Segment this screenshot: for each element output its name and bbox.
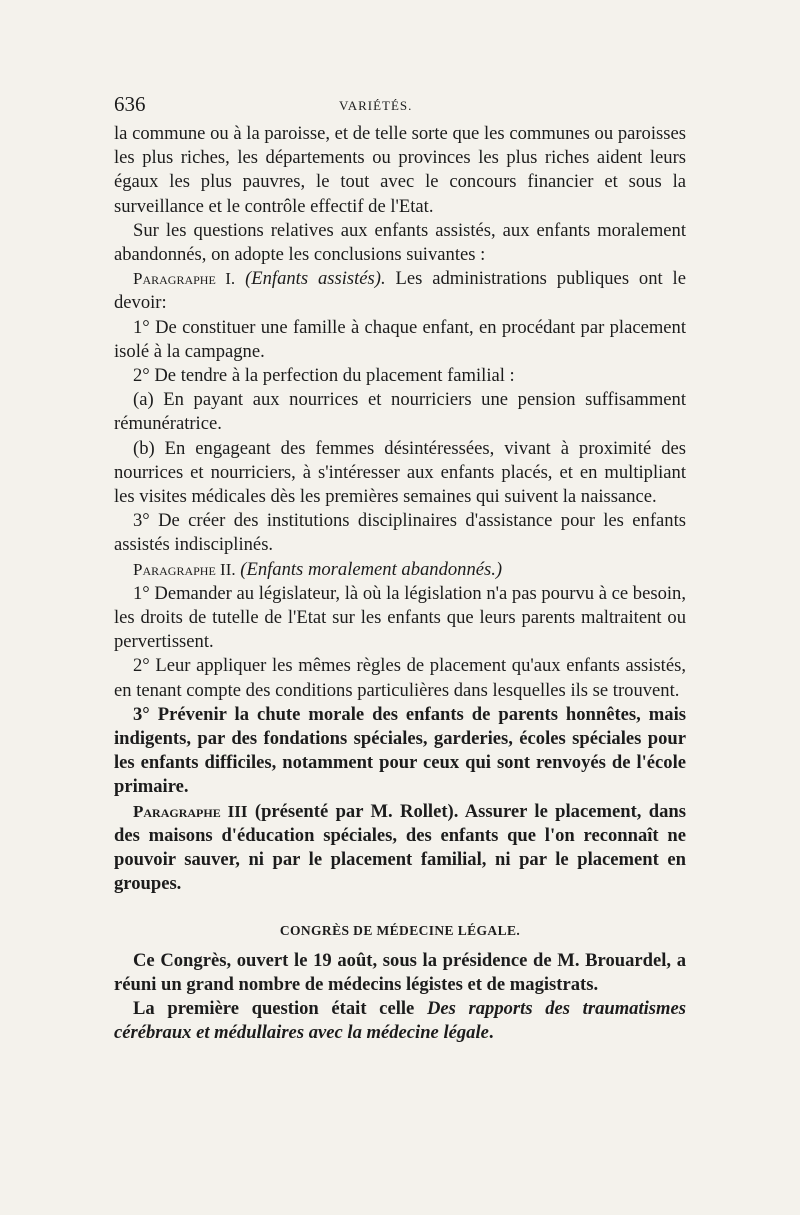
paragraph-label: Paragraphe II.: [133, 559, 236, 579]
section-heading: CONGRÈS DE MÉDECINE LÉGALE.: [279, 922, 521, 938]
body-text: [114, 122, 686, 1046]
paragraph: la commune ou à la paroisse, et de telle sorte que les communes ou paroisses les plus riches, les départements ou provinces les plus riches aident leurs égaux les plus pauvres, le tout avec le concours financier et sous la surveillance et le contrôle effectif de l'Etat.: [114, 123, 686, 217]
page-content: [114, 92, 686, 1046]
paragraph-title: (Enfants assistés).: [245, 268, 386, 290]
paragraph: Ce Congrès, ouvert le 19 août, sous la présidence de M. Brouardel, a réuni un grand nombre de médecins légistes et de magistrats.: [114, 949, 686, 995]
paragraph-title: Des rapports des traumatismes cérébraux et médullaires avec la médecine légale: [114, 998, 686, 1044]
paragraph: 2° Leur appliquer les mêmes règles de placement qu'aux enfants assistés, en tenant compte des conditions particulières dans lesquelles ils se trouvent.: [114, 655, 686, 701]
paragraph-label: Paragraphe III: [133, 801, 248, 821]
paragraph-title: (Enfants moralement abandonnés.): [240, 558, 503, 580]
paragraph: 3° Prévenir la chute morale des enfants de parents honnêtes, mais indigents, par des fondations spéciales, garderies, écoles spéciales pour les enfants difficiles, notamment pour ceux qui sont renvoyés de l'école primaire.: [114, 703, 686, 798]
paragraph: (a) En payant aux nourrices et nourriciers une pension suffisamment rémunératrice.: [114, 389, 686, 435]
paragraph: (b) En engageant des femmes désintéressées, vivant à proximité des nourrices et nourriciers, à s'intéresser aux enfants placés, et en multipliant les visites médicales dès les premières semaines qui suivent la naissance.: [114, 437, 686, 508]
paragraph-label: Paragraphe I.: [133, 269, 236, 289]
paragraph: [114, 997, 686, 1045]
paragraph-end: .: [488, 1022, 494, 1044]
running-title: VARIÉTÉS.: [339, 98, 413, 113]
paragraph-text: (présenté par M. Rollet). Assurer le placement, dans des maisons d'éducation spéciales, des enfants que l'on reconnaît ne pouvoir sauver, ni par le placement familial, ni par le placement en groupes.: [114, 800, 686, 895]
paragraph-section-3: [114, 800, 686, 897]
paragraph-section-1: [114, 267, 686, 315]
paragraph: 3° De créer des institutions disciplinaires d'assistance pour les enfants assistés indisciplinés.: [114, 510, 686, 556]
paragraph: 1° De constituer une famille à chaque enfant, en procédant par placement isolé à la campagne.: [114, 316, 686, 362]
paragraph: Sur les questions relatives aux enfants assistés, aux enfants moralement abandonnés, on adopte les conclusions suivantes :: [114, 219, 686, 266]
paragraph: 1° Demander au législateur, là où la législation n'a pas pourvu à ce besoin, les droits de tutelle de l'Etat sur les enfants que leurs parents maltraitent ou pervertissent.: [114, 582, 686, 653]
paragraph: 2° De tendre à la perfection du placement familial :: [133, 365, 515, 387]
page-number: 636: [114, 92, 146, 116]
page-header: [114, 92, 686, 120]
paragraph-text: La première question était celle: [133, 998, 427, 1020]
paragraph-text: Les administrations publiques ont le devoir:: [114, 268, 686, 314]
paragraph-section-2: [114, 558, 686, 582]
